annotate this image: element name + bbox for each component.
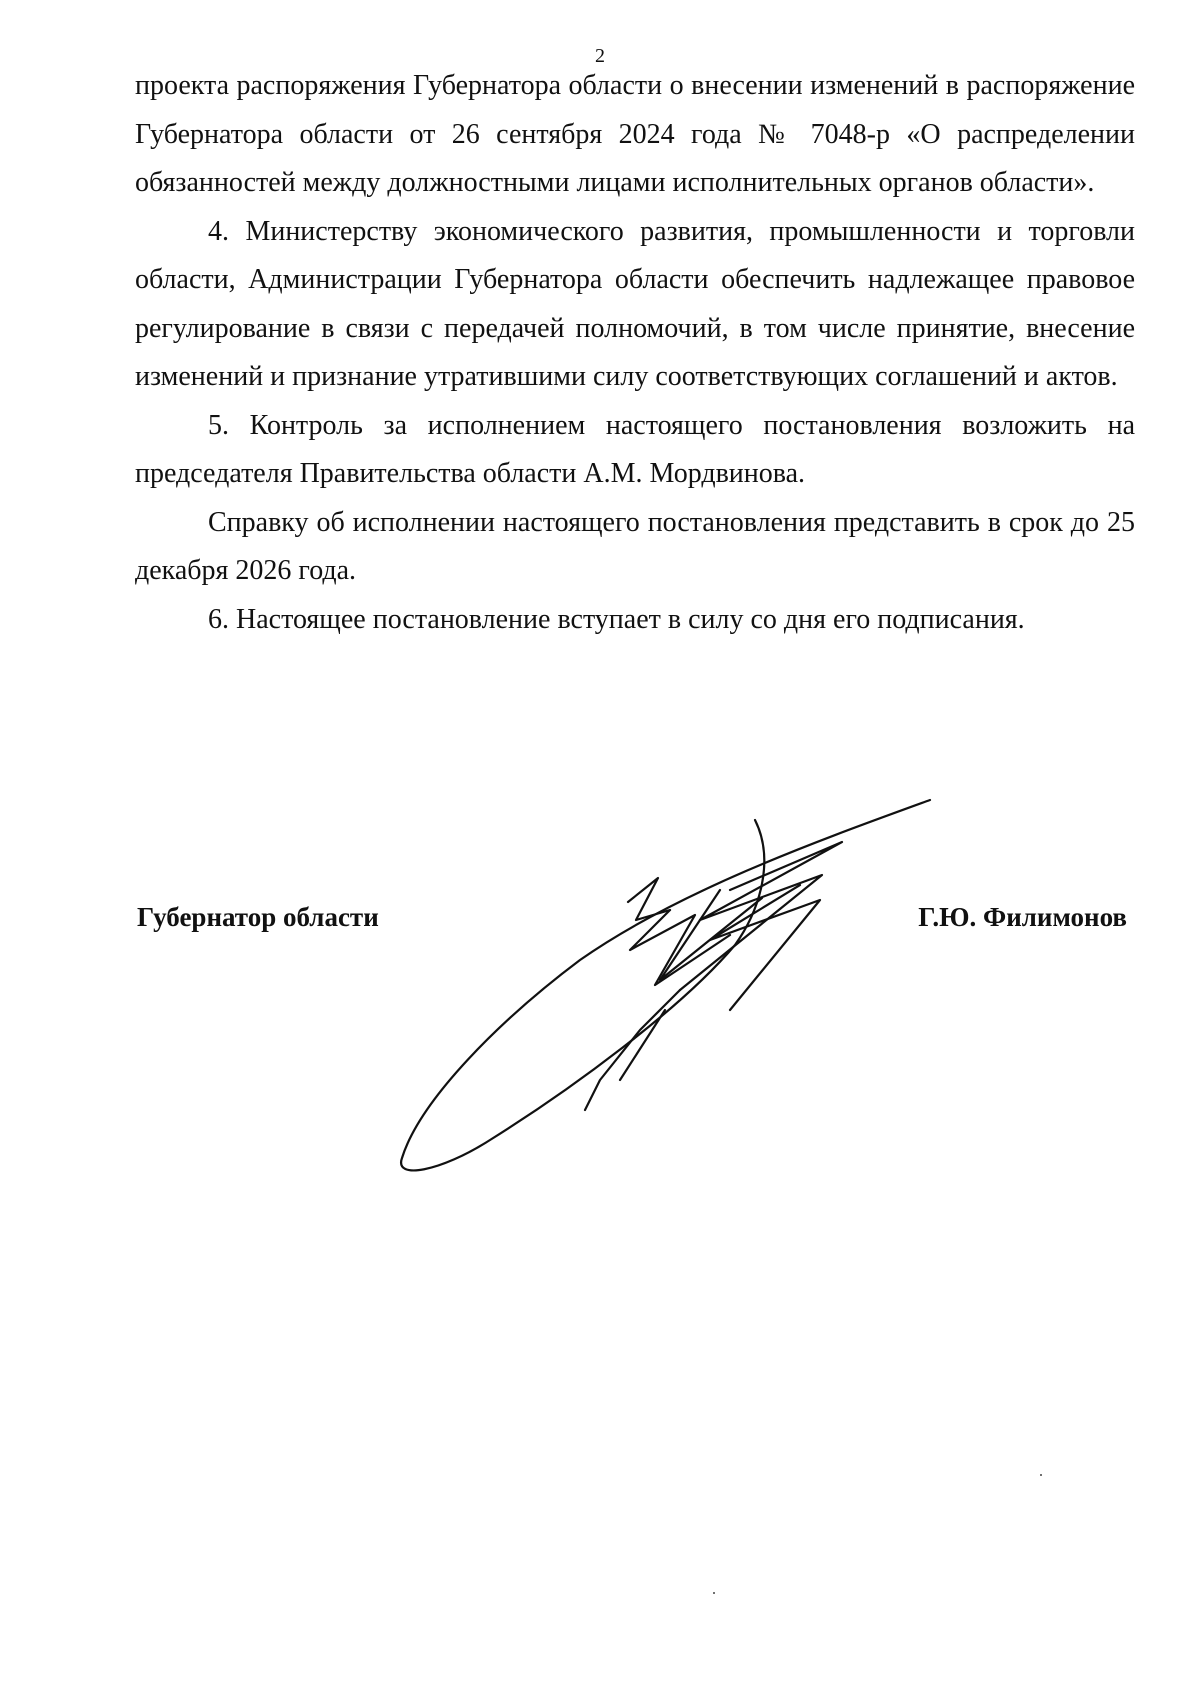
- scan-speck: [1040, 1474, 1042, 1476]
- paragraph-report-deadline: Справку об исполнении настоящего постановления представить в срок до 25 декабря 2026 года.: [135, 506, 1135, 586]
- scan-speck: [713, 1592, 715, 1594]
- paragraph-item-6: 6. Настоящее постановление вступает в силу со дня его подписания.: [208, 603, 1025, 635]
- paragraph-continuation: проекта распоряжения Губернатора области о внесении изменений в распоряжение Губернатора области от 26 сентября 2024 года № 7048-р «О распределении обязанностей между должностными лицами исполнительных органов области».: [135, 70, 1135, 198]
- signatory-title: Губернатор области: [137, 902, 379, 932]
- paragraph-item-4: 4. Министерству экономического развития, промышленности и торговли области, Администрации Губернатора области обеспечить надлежащее правовое регулирование в связи с передачей полномочий, в том числе принятие, внесение изменений и признание утратившими силу соответствующих соглашений и актов.: [135, 215, 1135, 392]
- paragraph-item-5: 5. Контроль за исполнением настоящего постановления возложить на председателя Правительства области А.М. Мордвинова.: [135, 409, 1135, 489]
- page-number: 2: [595, 45, 605, 67]
- document-body: [135, 62, 1135, 644]
- signatory-name: Г.Ю. Филимонов: [918, 902, 1127, 932]
- handwritten-signature: [380, 780, 940, 1180]
